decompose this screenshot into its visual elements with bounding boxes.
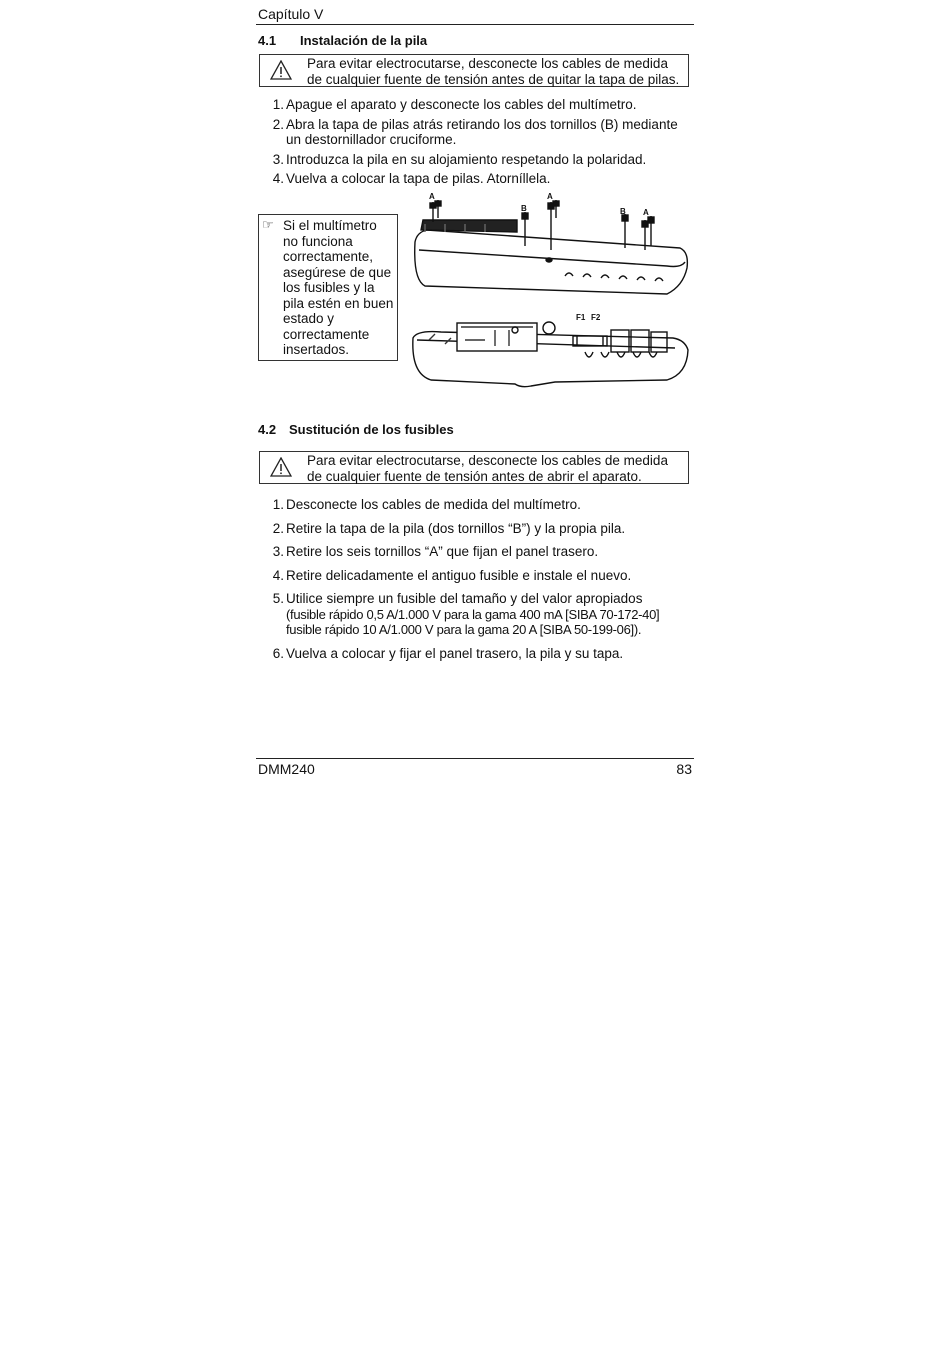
section-number: 4.1 xyxy=(258,33,277,48)
label-f1: F1 xyxy=(576,313,586,322)
section-title: Instalación de la pila xyxy=(300,33,428,48)
screw-a-middle xyxy=(548,202,554,250)
section-number: 4.2 xyxy=(258,422,277,437)
list-item: 1. Apague el aparato y desconecte los cables del multímetro. xyxy=(272,97,637,112)
battery-steps-list xyxy=(268,97,698,187)
screw-a-right-2 xyxy=(648,216,654,246)
warning-line: Para evitar electrocutarse, desconecte los cables de medida xyxy=(307,453,668,468)
list-item: 4. Retire delicadamente el antiguo fusible e instale el nuevo. xyxy=(272,567,632,583)
label-a: A xyxy=(547,192,553,201)
note-line: correctamente xyxy=(283,326,370,342)
pointing-hand-icon: ☞ xyxy=(262,217,274,232)
chapter-header: Capítulo V xyxy=(258,6,324,22)
label-a: A xyxy=(429,192,435,201)
list-item: 2. Abra la tapa de pilas atrás retirando los dos tornillos (B) mediante un destornillador cruciforme. xyxy=(272,116,678,147)
label-f2: F2 xyxy=(591,313,601,322)
warning-box-fuses xyxy=(259,451,689,484)
multimeter-figure xyxy=(405,190,695,390)
note-line: no funciona xyxy=(283,233,353,249)
label-a: A xyxy=(643,208,649,217)
note-line: correctamente, xyxy=(283,249,374,264)
note-line: Si el multímetro xyxy=(283,218,377,233)
header-rule xyxy=(256,24,694,25)
note-line: asegúrese de que xyxy=(283,264,392,280)
label-b: B xyxy=(620,207,626,216)
section-heading-4-2 xyxy=(258,422,454,437)
screw-a-left-2 xyxy=(435,200,441,218)
section-heading-4-1 xyxy=(258,33,428,48)
fuse-spec-line: (fusible rápido 0,5 A/1.000 V para la gama 400 mA [SIBA 70-172-40] xyxy=(286,606,660,622)
note-line: estado y xyxy=(283,311,335,326)
screw-b-left xyxy=(522,212,528,246)
warning-triangle-icon xyxy=(270,457,292,477)
list-item: 3. Introduzca la pila en su alojamiento respetando la polaridad. xyxy=(272,151,647,167)
label-b: B xyxy=(521,204,527,213)
meter-top-block xyxy=(421,220,517,232)
note-box xyxy=(258,214,398,361)
list-item: 6. Vuelva a colocar y fijar el panel trasero, la pila y su tapa. xyxy=(272,645,624,661)
note-line: los fusibles y la xyxy=(283,280,375,295)
list-item: 5. Utilice siempre un fusible del tamaño y del valor apropiados (fusible rápido 0,5 A/1.000 V para la gama 400 mA [SIBA 70-172-40] fusible rápido 10 A/1.000 V para la gama 20 A [SIBA 50-199-06]). xyxy=(268,591,698,638)
screw-b-right xyxy=(622,214,628,248)
fuse-spec-line: fusible rápido 10 A/1.000 V para la gama 20 A [SIBA 50-199-06]). xyxy=(286,622,642,637)
list-item: 3. Retire los seis tornillos “A” que fijan el panel trasero. xyxy=(272,544,599,559)
footer-rule xyxy=(256,758,694,759)
meter-open-body xyxy=(413,332,688,387)
warning-line: de cualquier fuente de tensión antes de abrir el aparato. xyxy=(307,468,642,484)
note-line: pila estén en buen xyxy=(283,295,394,311)
warning-line: Para evitar electrocutarse, desconecte los cables de medida xyxy=(307,56,668,71)
list-item: 4. Vuelva a colocar la tapa de pilas. Atorníllela. xyxy=(272,171,551,186)
fuse-f2 xyxy=(611,330,667,352)
footer-model: DMM240 xyxy=(258,761,315,777)
warning-line: de cualquier fuente de tensión antes de quitar la tapa de pilas. xyxy=(307,71,680,87)
battery-cover-screw xyxy=(546,258,552,262)
list-item: 1. Desconecte los cables de medida del multímetro. xyxy=(272,497,581,512)
note-line: insertados. xyxy=(283,342,350,357)
list-item: 2. Retire la tapa de la pila (dos tornillos “B”) y la propia pila. xyxy=(272,520,626,536)
section-title: Sustitución de los fusibles xyxy=(289,422,454,437)
fuse-steps-list xyxy=(268,497,698,661)
page-number: 83 xyxy=(676,761,692,777)
warning-box-battery xyxy=(259,54,689,87)
warning-triangle-icon xyxy=(270,60,292,80)
